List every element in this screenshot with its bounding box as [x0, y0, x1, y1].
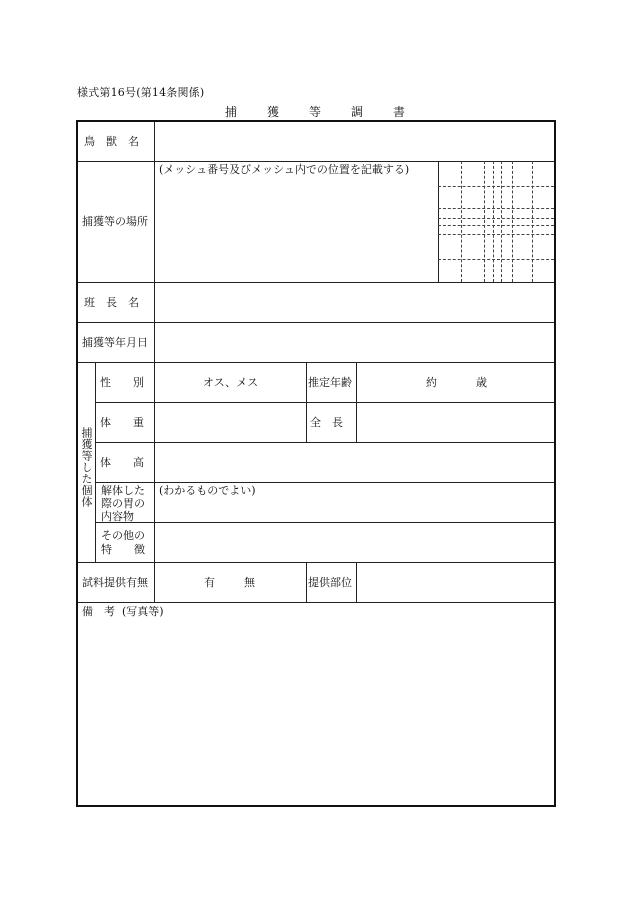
stomach-label: 解体した 際の胃の 内容物 — [101, 484, 145, 523]
row-divider — [78, 562, 554, 563]
title-char: 書 — [393, 105, 406, 119]
cell-divider — [356, 362, 357, 442]
mesh-grid-line — [438, 208, 554, 209]
age-prefix: 約 — [426, 376, 437, 389]
title-char: 等 — [308, 105, 321, 119]
other-features-label: その他の 特 徴 — [101, 529, 145, 556]
age-suffix: 歳 — [476, 376, 487, 389]
row-divider — [95, 442, 554, 443]
group-column-divider — [95, 362, 96, 562]
cell-divider — [306, 362, 307, 442]
mesh-grid-line — [438, 218, 554, 219]
mesh-grid-line — [532, 161, 533, 282]
mesh-grid-line — [501, 161, 502, 282]
age-label: 推定年齢 — [308, 376, 352, 389]
mesh-grid-line — [461, 161, 462, 282]
row-divider — [78, 282, 554, 283]
form-number: 様式第16号(第14条関係) — [77, 86, 205, 99]
individual-group-label: 捕獲等した個体 — [80, 427, 93, 508]
document-title — [0, 103, 630, 120]
mesh-grid-line — [512, 161, 513, 282]
remarks-label: 備 考 (写真等) — [82, 605, 164, 618]
weight-label: 体 重 — [100, 416, 144, 429]
date-label: 捕獲等年月日 — [82, 336, 148, 349]
sample-yes: 有 — [204, 576, 215, 589]
total-length-label: 全 長 — [310, 416, 343, 429]
label-column-divider — [154, 122, 155, 602]
row-divider — [78, 602, 554, 603]
part-label: 提供部位 — [308, 576, 352, 589]
sample-no: 無 — [244, 576, 255, 589]
mesh-grid-line — [438, 186, 554, 187]
row-divider — [95, 482, 554, 483]
mesh-grid-line — [484, 161, 485, 282]
row-divider — [95, 522, 554, 523]
location-label: 捕獲等の場所 — [82, 215, 148, 228]
species-label: 鳥 獣 名 — [84, 135, 139, 148]
sex-label: 性 別 — [100, 376, 144, 389]
row-divider — [78, 161, 554, 162]
leader-label: 班 長 名 — [84, 296, 139, 309]
mesh-grid-line — [438, 259, 554, 260]
title-char: 捕 — [224, 105, 237, 119]
title-char: 獲 — [266, 105, 279, 119]
row-divider — [78, 362, 554, 363]
location-note: (メッシュ番号及びメッシュ内での位置を記載する) — [159, 163, 410, 176]
cell-divider — [306, 562, 307, 602]
stomach-note: (わかるものでよい) — [159, 484, 256, 497]
sex-value: オス、メス — [202, 376, 259, 389]
title-char: 調 — [351, 105, 364, 119]
cell-divider — [356, 562, 357, 602]
row-divider — [78, 322, 554, 323]
mesh-grid-line — [438, 234, 554, 235]
mesh-grid-line — [438, 225, 554, 226]
height-label: 体 高 — [100, 456, 144, 469]
survey-form — [76, 120, 556, 807]
row-divider — [95, 402, 554, 403]
mesh-grid-border — [438, 161, 439, 282]
mesh-grid-line — [493, 161, 494, 282]
sample-label: 試料提供有無 — [82, 576, 148, 589]
